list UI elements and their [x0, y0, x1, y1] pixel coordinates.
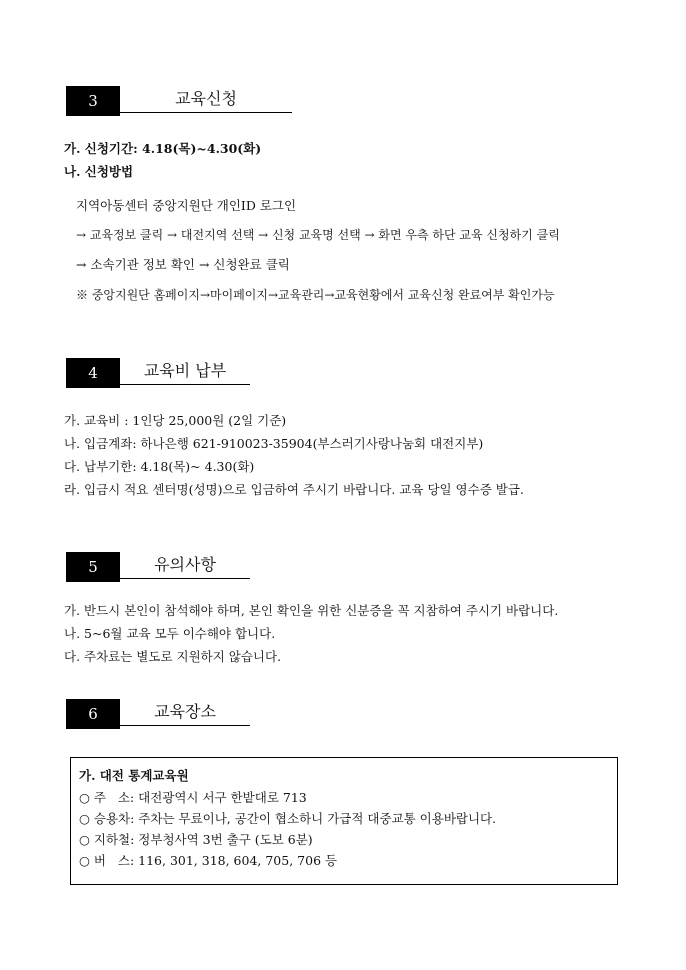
- section-title-6: 교육장소: [120, 699, 250, 726]
- section-number-4: 4: [66, 358, 120, 388]
- apply-period: 가. 신청기간: 4.18(목)~4.30(화): [64, 141, 262, 156]
- payment-line-2: 나. 입금계좌: 하나은행 621-910023-35904(부스러기사랑나눔회 대전지부): [64, 436, 484, 451]
- payment-line-3: 다. 납부기한: 4.18(목)~ 4.30(화): [64, 459, 255, 474]
- payment-line-1: 가. 교육비 : 1인당 25,000원 (2일 기준): [64, 413, 287, 428]
- apply-method-heading: 나. 신청방법: [64, 164, 134, 179]
- apply-note: ※ 중앙지원단 홈페이지→마이페이지→교육관리→교육현황에서 교육신청 완료여부 확인가능: [76, 288, 555, 302]
- venue-box: [70, 757, 618, 885]
- apply-step-2: → 교육정보 클릭 → 대전지역 선택 → 신청 교육명 선택 → 화면 우측 하단 교육 신청하기 클릭: [76, 228, 560, 242]
- note-line-2: 나. 5~6월 교육 모두 이수해야 합니다.: [64, 626, 276, 641]
- venue-subway: ○ 지하철: 정부청사역 3번 출구 (도보 6분): [79, 832, 313, 847]
- venue-heading: 가. 대전 통계교육원: [79, 768, 189, 783]
- venue-bus: ○ 버 스: 116, 301, 318, 604, 705, 706 등: [79, 853, 338, 868]
- note-line-3: 다. 주차료는 별도로 지원하지 않습니다.: [64, 649, 282, 664]
- venue-car: ○ 승용차: 주차는 무료이나, 공간이 협소하니 가급적 대중교통 이용바랍니다.: [79, 811, 497, 826]
- payment-line-4: 라. 입금시 적요 센터명(성명)으로 입금하여 주시기 바랍니다. 교육 당일 영수증 발급.: [64, 482, 524, 497]
- section-number-5: 5: [66, 552, 120, 582]
- section-number-6: 6: [66, 699, 120, 729]
- section-title-3: 교육신청: [120, 86, 292, 113]
- venue-address: ○ 주 소: 대전광역시 서구 한밭대로 713: [79, 790, 307, 805]
- note-line-1: 가. 반드시 본인이 참석해야 하며, 본인 확인을 위한 신분증을 꼭 지참하여 주시기 바랍니다.: [64, 603, 559, 618]
- section-title-4: 교육비 납부: [120, 358, 250, 385]
- section-number-3: 3: [66, 86, 120, 116]
- apply-step-1: 지역아동센터 중앙지원단 개인ID 로그인: [76, 198, 297, 213]
- section-title-5: 유의사항: [120, 552, 250, 579]
- apply-step-3: → 소속기관 정보 확인 → 신청완료 클릭: [76, 257, 290, 272]
